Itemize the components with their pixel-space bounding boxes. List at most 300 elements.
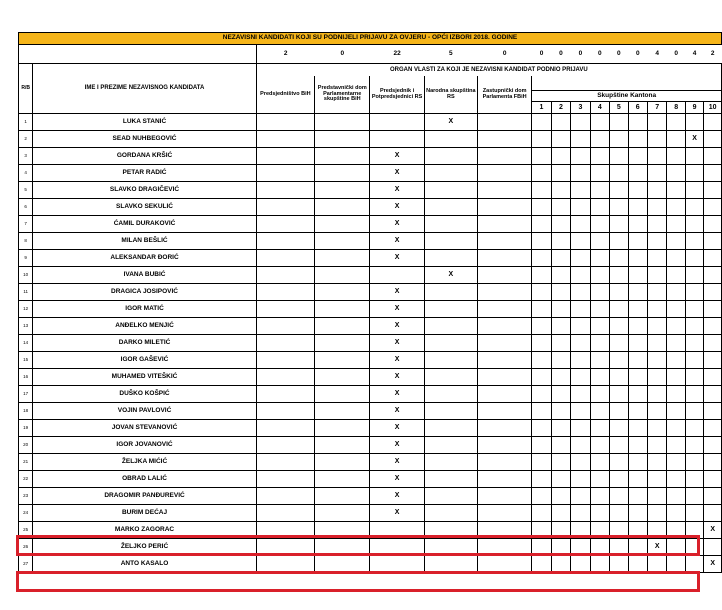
cell-k10 xyxy=(704,420,722,437)
cell-k9 xyxy=(685,148,703,165)
cell-k4 xyxy=(590,233,609,250)
cell-k2 xyxy=(551,233,570,250)
cell-narodna xyxy=(424,369,477,386)
mark-narodna: X xyxy=(424,267,477,284)
cell-narodna xyxy=(424,284,477,301)
candidate-name: DRAGOMIR PANĐUREVIĆ xyxy=(33,488,256,505)
cell-k8 xyxy=(667,539,685,556)
cell-zastupnicki xyxy=(477,233,531,250)
cell-k9 xyxy=(685,352,703,369)
mark-rs: X xyxy=(370,420,424,437)
row-number: 3 xyxy=(19,148,33,165)
header-kanton-1: 1 xyxy=(532,102,551,114)
cell-predstavnicki xyxy=(315,114,370,131)
table-row xyxy=(19,352,722,369)
cell-predsjednistvo xyxy=(256,335,314,352)
cell-k10 xyxy=(704,318,722,335)
cell-k7 xyxy=(647,250,666,267)
cell-k2 xyxy=(551,352,570,369)
cell-k6 xyxy=(628,454,647,471)
cell-k4 xyxy=(590,471,609,488)
cell-k8 xyxy=(667,471,685,488)
cell-narodna xyxy=(424,301,477,318)
cell-k6 xyxy=(628,267,647,284)
cell-narodna xyxy=(424,335,477,352)
cell-k4 xyxy=(590,556,609,573)
cell-k4 xyxy=(590,420,609,437)
cell-k5 xyxy=(610,284,628,301)
cell-k1 xyxy=(532,267,551,284)
cell-predstavnicki xyxy=(315,233,370,250)
cell-k1 xyxy=(532,369,551,386)
cell-k3 xyxy=(571,165,590,182)
mark-rs: X xyxy=(370,199,424,216)
table-title: NEZAVISNI KANDIDATI KOJI SU PODNIJELI PRIJAVU ZA OVJERU - OPĆI IZBORI 2018. GODINE xyxy=(19,33,722,45)
cell-k8 xyxy=(667,267,685,284)
candidate-name: IGOR GAŠEVIĆ xyxy=(33,352,256,369)
cell-narodna xyxy=(424,403,477,420)
cell-k1 xyxy=(532,522,551,539)
cell-zastupnicki xyxy=(477,471,531,488)
cell-zastupnicki xyxy=(477,437,531,454)
cell-k6 xyxy=(628,386,647,403)
row-number: 19 xyxy=(19,420,33,437)
cell-zastupnicki xyxy=(477,148,531,165)
cell-narodna xyxy=(424,233,477,250)
cell-k7 xyxy=(647,148,666,165)
cell-rs xyxy=(370,539,424,556)
cell-k1 xyxy=(532,114,551,131)
cell-k10 xyxy=(704,131,722,148)
cell-k3 xyxy=(571,420,590,437)
mark-rs: X xyxy=(370,165,424,182)
cell-predsjednistvo xyxy=(256,182,314,199)
cell-k6 xyxy=(628,250,647,267)
cell-k10 xyxy=(704,267,722,284)
cell-k5 xyxy=(610,471,628,488)
cell-k3 xyxy=(571,386,590,403)
cell-k4 xyxy=(590,522,609,539)
cell-k5 xyxy=(610,488,628,505)
cell-k5 xyxy=(610,267,628,284)
row-number: 20 xyxy=(19,437,33,454)
cell-predstavnicki xyxy=(315,386,370,403)
cell-k7 xyxy=(647,216,666,233)
cell-k1 xyxy=(532,318,551,335)
cell-k8 xyxy=(667,250,685,267)
cell-k5 xyxy=(610,335,628,352)
cell-k2 xyxy=(551,437,570,454)
cell-k5 xyxy=(610,216,628,233)
cell-k10 xyxy=(704,199,722,216)
cell-k8 xyxy=(667,335,685,352)
cell-k9 xyxy=(685,216,703,233)
cell-predstavnicki xyxy=(315,539,370,556)
candidate-name: ANĐELKO MENJIĆ xyxy=(33,318,256,335)
count-kanton-5: 0 xyxy=(617,49,621,57)
header-kantoni: Skupštine Kantona xyxy=(532,91,722,102)
cell-k8 xyxy=(667,301,685,318)
cell-k5 xyxy=(610,182,628,199)
cell-k2 xyxy=(551,505,570,522)
cell-rs xyxy=(370,267,424,284)
cell-predsjednistvo xyxy=(256,114,314,131)
cell-k10 xyxy=(704,114,722,131)
cell-predsjednistvo xyxy=(256,148,314,165)
cell-k7 xyxy=(647,318,666,335)
cell-k1 xyxy=(532,284,551,301)
cell-k3 xyxy=(571,199,590,216)
cell-k9 xyxy=(685,284,703,301)
cell-k7 xyxy=(647,165,666,182)
table-row xyxy=(19,216,722,233)
cell-k2 xyxy=(551,471,570,488)
cell-k1 xyxy=(532,454,551,471)
cell-k6 xyxy=(628,488,647,505)
cell-k10 xyxy=(704,165,722,182)
cell-k10 xyxy=(704,233,722,250)
cell-k6 xyxy=(628,233,647,250)
cell-predsjednistvo xyxy=(256,131,314,148)
count-kanton-6: 0 xyxy=(635,49,640,57)
header-kanton-7: 7 xyxy=(647,102,666,114)
cell-predsjednistvo xyxy=(256,233,314,250)
cell-k9 xyxy=(685,437,703,454)
cell-zastupnicki xyxy=(477,505,531,522)
table-row xyxy=(19,471,722,488)
cell-k5 xyxy=(610,403,628,420)
cell-k7 xyxy=(647,556,666,573)
cell-k6 xyxy=(628,352,647,369)
cell-k2 xyxy=(551,335,570,352)
row-number: 23 xyxy=(19,488,33,505)
header-narodna: Narodna skupština RS xyxy=(424,76,477,114)
cell-k3 xyxy=(571,522,590,539)
table-row xyxy=(19,454,722,471)
cell-predstavnicki xyxy=(315,148,370,165)
cell-predstavnicki xyxy=(315,165,370,182)
table-row xyxy=(19,233,722,250)
cell-k1 xyxy=(532,233,551,250)
cell-k4 xyxy=(590,318,609,335)
cell-narodna xyxy=(424,505,477,522)
cell-k6 xyxy=(628,131,647,148)
cell-k1 xyxy=(532,216,551,233)
table-row xyxy=(19,335,722,352)
cell-k7 xyxy=(647,505,666,522)
table-row xyxy=(19,199,722,216)
table-row xyxy=(19,250,722,267)
count-predstavnicki: 0 xyxy=(340,49,345,57)
table-row xyxy=(19,267,722,284)
cell-predsjednistvo xyxy=(256,522,314,539)
mark-rs: X xyxy=(370,182,424,199)
table-row xyxy=(19,505,722,522)
cell-predsjednistvo xyxy=(256,403,314,420)
cell-zastupnicki xyxy=(477,318,531,335)
table-row xyxy=(19,420,722,437)
cell-k4 xyxy=(590,505,609,522)
mark-rs: X xyxy=(370,505,424,522)
cell-k2 xyxy=(551,539,570,556)
cell-k6 xyxy=(628,318,647,335)
cell-k7 xyxy=(647,267,666,284)
cell-k8 xyxy=(667,454,685,471)
mark-rs: X xyxy=(370,284,424,301)
cell-narodna xyxy=(424,182,477,199)
row-number: 5 xyxy=(19,182,33,199)
cell-zastupnicki xyxy=(477,488,531,505)
candidate-name: DUŠKO KOŠPIĆ xyxy=(33,386,256,403)
mark-rs: X xyxy=(370,216,424,233)
cell-narodna xyxy=(424,471,477,488)
cell-k1 xyxy=(532,505,551,522)
cell-k5 xyxy=(610,420,628,437)
candidate-name: IGOR JOVANOVIĆ xyxy=(33,437,256,454)
table-row xyxy=(19,301,722,318)
cell-k7 xyxy=(647,488,666,505)
candidate-name: VOJIN PAVLOVIĆ xyxy=(33,403,256,420)
cell-k10 xyxy=(704,369,722,386)
cell-k2 xyxy=(551,165,570,182)
cell-k1 xyxy=(532,250,551,267)
cell-k1 xyxy=(532,386,551,403)
cell-k8 xyxy=(667,182,685,199)
cell-k5 xyxy=(610,318,628,335)
cell-predstavnicki xyxy=(315,437,370,454)
cell-k4 xyxy=(590,301,609,318)
cell-zastupnicki xyxy=(477,114,531,131)
row-number: 24 xyxy=(19,505,33,522)
cell-k8 xyxy=(667,522,685,539)
cell-zastupnicki xyxy=(477,539,531,556)
mark-rs: X xyxy=(370,369,424,386)
count-kanton-7: 4 xyxy=(655,49,660,57)
cell-predsjednistvo xyxy=(256,267,314,284)
row-number: 22 xyxy=(19,471,33,488)
cell-k6 xyxy=(628,403,647,420)
header-predstavnicki: Predstavnički dom Parlamentarne skupštine BiH xyxy=(315,76,370,114)
cell-k9 xyxy=(685,505,703,522)
row-number: 1 xyxy=(19,114,33,131)
mark-rs: X xyxy=(370,335,424,352)
count-kanton-10: 2 xyxy=(710,49,715,57)
cell-predsjednistvo xyxy=(256,301,314,318)
cell-k6 xyxy=(628,165,647,182)
cell-zastupnicki xyxy=(477,216,531,233)
cell-k6 xyxy=(628,284,647,301)
cell-k10 xyxy=(704,454,722,471)
cell-k9 xyxy=(685,522,703,539)
cell-k4 xyxy=(590,403,609,420)
cell-k10 xyxy=(704,471,722,488)
count-predsjednik-rs: 22 xyxy=(393,49,401,57)
cell-k3 xyxy=(571,250,590,267)
cell-k9 xyxy=(685,318,703,335)
cell-k9 xyxy=(685,267,703,284)
count-zastupnicki: 0 xyxy=(502,49,507,57)
cell-k9 xyxy=(685,233,703,250)
header-rb: R/B xyxy=(19,64,33,114)
cell-predstavnicki xyxy=(315,131,370,148)
mark-narodna: X xyxy=(424,114,477,131)
row-number: 25 xyxy=(19,522,33,539)
cell-k2 xyxy=(551,148,570,165)
cell-predstavnicki xyxy=(315,216,370,233)
cell-zastupnicki xyxy=(477,182,531,199)
cell-k7 xyxy=(647,131,666,148)
mark-k10: X xyxy=(704,556,722,573)
cell-k5 xyxy=(610,352,628,369)
candidate-name: GORDANA KRŠIĆ xyxy=(33,148,256,165)
count-narodna: 5 xyxy=(449,49,453,57)
cell-predstavnicki xyxy=(315,556,370,573)
cell-k9 xyxy=(685,420,703,437)
cell-narodna xyxy=(424,250,477,267)
cell-predsjednistvo xyxy=(256,318,314,335)
cell-predstavnicki xyxy=(315,301,370,318)
cell-k2 xyxy=(551,403,570,420)
row-number: 4 xyxy=(19,165,33,182)
cell-k4 xyxy=(590,199,609,216)
cell-k1 xyxy=(532,471,551,488)
cell-k1 xyxy=(532,335,551,352)
cell-narodna xyxy=(424,386,477,403)
row-number: 17 xyxy=(19,386,33,403)
cell-k2 xyxy=(551,182,570,199)
table-row xyxy=(19,556,722,573)
cell-predsjednistvo xyxy=(256,369,314,386)
cell-k9 xyxy=(685,250,703,267)
cell-k8 xyxy=(667,505,685,522)
cell-k5 xyxy=(610,522,628,539)
cell-k3 xyxy=(571,233,590,250)
cell-narodna xyxy=(424,454,477,471)
header-zastupnicki: Zastupnički dom Parlamenta FBiH xyxy=(477,76,531,114)
header-kanton-9: 9 xyxy=(685,102,703,114)
cell-k7 xyxy=(647,301,666,318)
cell-predstavnicki xyxy=(315,471,370,488)
cell-k1 xyxy=(532,199,551,216)
cell-k5 xyxy=(610,233,628,250)
cell-k6 xyxy=(628,369,647,386)
cell-k3 xyxy=(571,182,590,199)
cell-k5 xyxy=(610,165,628,182)
candidate-name: OBRAD LALIĆ xyxy=(33,471,256,488)
cell-zastupnicki xyxy=(477,386,531,403)
mark-rs: X xyxy=(370,301,424,318)
candidate-name: IVANA BUBIĆ xyxy=(33,267,256,284)
cell-k7 xyxy=(647,420,666,437)
cell-k4 xyxy=(590,114,609,131)
cell-k4 xyxy=(590,165,609,182)
cell-k1 xyxy=(532,488,551,505)
cell-zastupnicki xyxy=(477,250,531,267)
cell-k2 xyxy=(551,199,570,216)
cell-k6 xyxy=(628,148,647,165)
cell-k5 xyxy=(610,131,628,148)
cell-k7 xyxy=(647,352,666,369)
row-number: 12 xyxy=(19,301,33,318)
count-kanton-3: 0 xyxy=(578,49,583,57)
candidate-name: SEAD NUHBEGOVIĆ xyxy=(33,131,256,148)
cell-k2 xyxy=(551,369,570,386)
row-number: 9 xyxy=(19,250,33,267)
cell-k6 xyxy=(628,437,647,454)
cell-predstavnicki xyxy=(315,505,370,522)
cell-k1 xyxy=(532,437,551,454)
cell-k3 xyxy=(571,437,590,454)
highlight-box-row-27 xyxy=(16,571,700,592)
cell-k9 xyxy=(685,539,703,556)
cell-k2 xyxy=(551,301,570,318)
row-number: 26 xyxy=(19,539,33,556)
cell-k2 xyxy=(551,267,570,284)
row-number: 2 xyxy=(19,131,33,148)
row-number: 7 xyxy=(19,216,33,233)
cell-k6 xyxy=(628,216,647,233)
cell-k9 xyxy=(685,488,703,505)
cell-narodna xyxy=(424,420,477,437)
count-kanton-8: 0 xyxy=(674,49,678,57)
cell-zastupnicki xyxy=(477,369,531,386)
cell-k1 xyxy=(532,165,551,182)
cell-k2 xyxy=(551,131,570,148)
cell-k8 xyxy=(667,386,685,403)
cell-k7 xyxy=(647,284,666,301)
table-row xyxy=(19,403,722,420)
cell-k6 xyxy=(628,522,647,539)
count-kanton-1: 0 xyxy=(539,49,544,57)
cell-k8 xyxy=(667,131,685,148)
cell-predsjednistvo xyxy=(256,556,314,573)
mark-k7: X xyxy=(647,539,666,556)
mark-rs: X xyxy=(370,471,424,488)
cell-k2 xyxy=(551,522,570,539)
cell-k10 xyxy=(704,301,722,318)
header-name: IME I PREZIME NEZAVISNOG KANDIDATA xyxy=(33,64,256,114)
cell-k9 xyxy=(685,335,703,352)
row-number: 27 xyxy=(19,556,33,573)
cell-narodna xyxy=(424,488,477,505)
cell-k5 xyxy=(610,114,628,131)
candidate-name: IGOR MATIĆ xyxy=(33,301,256,318)
cell-k8 xyxy=(667,233,685,250)
cell-k6 xyxy=(628,556,647,573)
cell-predstavnicki xyxy=(315,403,370,420)
cell-k1 xyxy=(532,403,551,420)
cell-k7 xyxy=(647,114,666,131)
row-number: 10 xyxy=(19,267,33,284)
cell-k7 xyxy=(647,199,666,216)
cell-k3 xyxy=(571,369,590,386)
cell-narodna xyxy=(424,522,477,539)
cell-predsjednistvo xyxy=(256,352,314,369)
header-kanton-2: 2 xyxy=(551,102,570,114)
cell-k4 xyxy=(590,250,609,267)
row-number: 18 xyxy=(19,403,33,420)
cell-zastupnicki xyxy=(477,522,531,539)
mark-rs: X xyxy=(370,386,424,403)
cell-zastupnicki xyxy=(477,131,531,148)
cell-predsjednistvo xyxy=(256,216,314,233)
cell-k9 xyxy=(685,454,703,471)
mark-k9: X xyxy=(685,131,703,148)
cell-predsjednistvo xyxy=(256,488,314,505)
row-number: 8 xyxy=(19,233,33,250)
cell-k4 xyxy=(590,369,609,386)
cell-k7 xyxy=(647,403,666,420)
